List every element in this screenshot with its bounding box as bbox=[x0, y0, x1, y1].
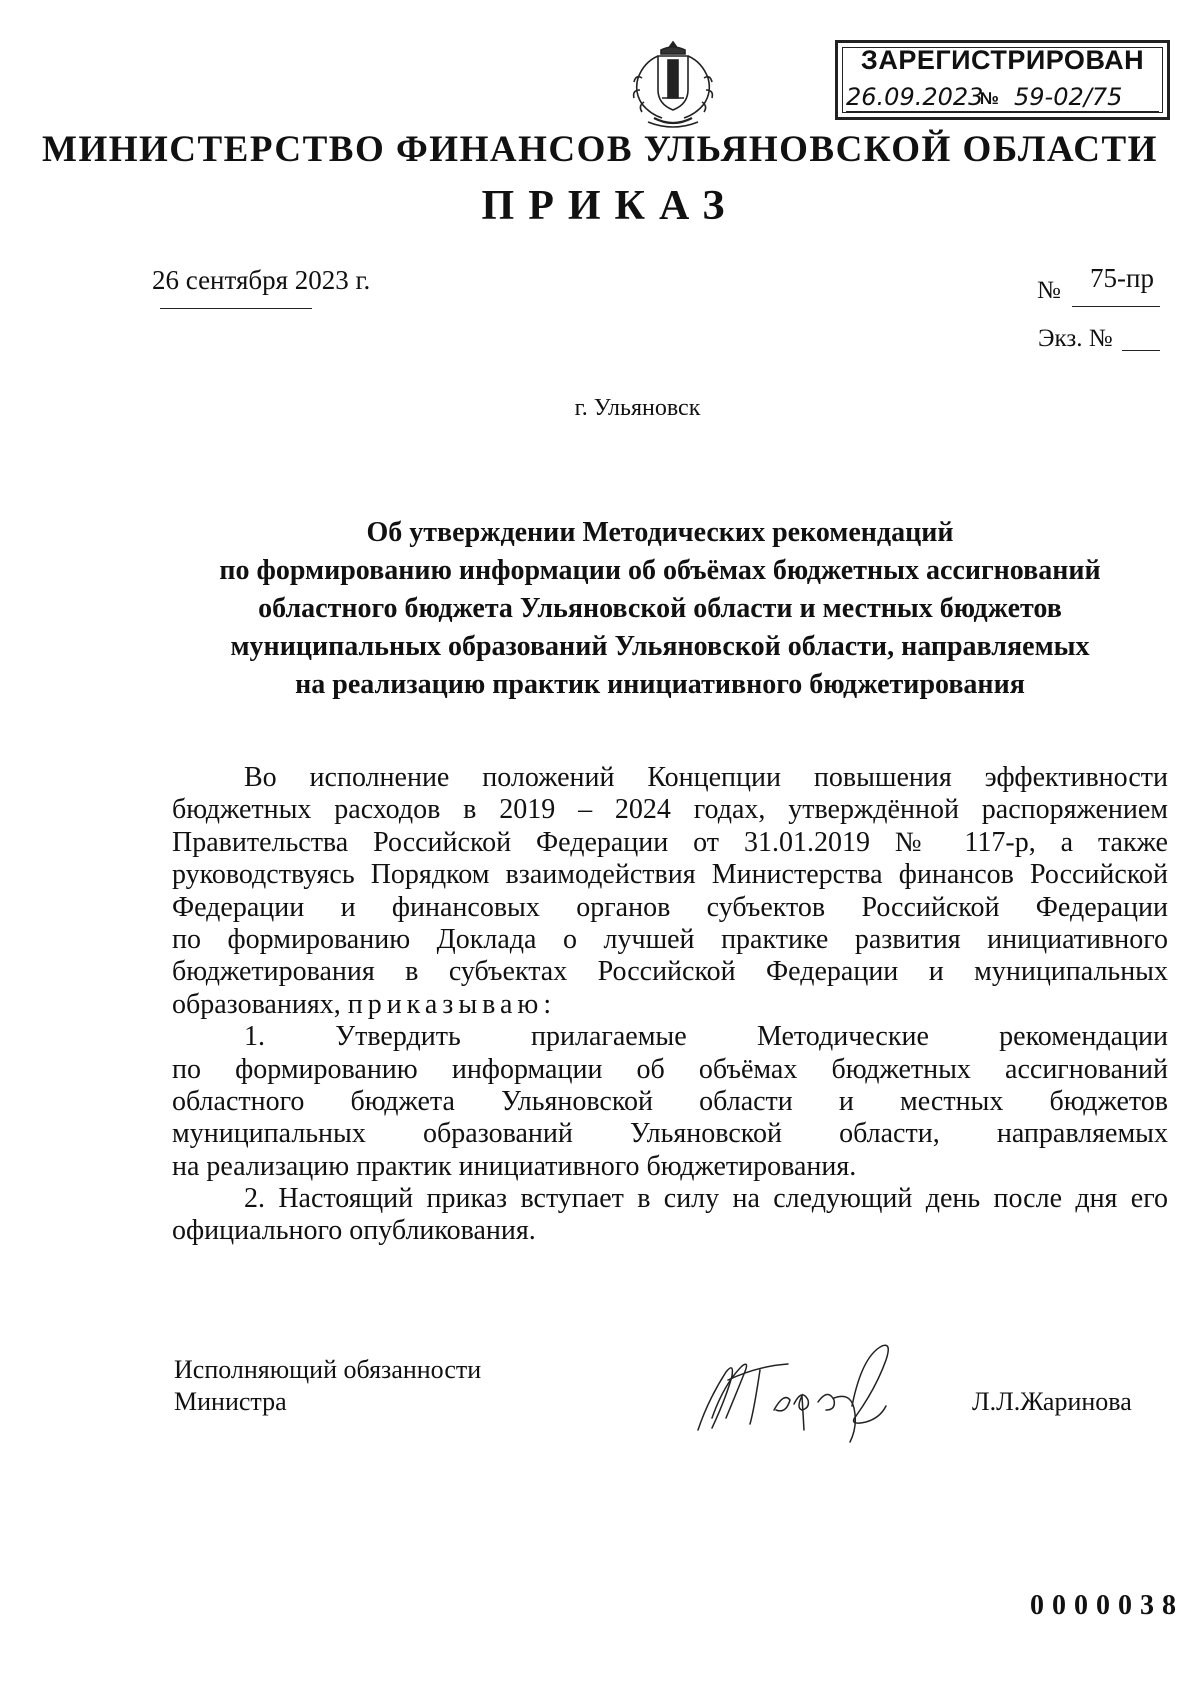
document-type-title: ПРИКАЗ bbox=[481, 183, 739, 229]
signatory-role-line: Министра bbox=[174, 1387, 287, 1416]
preamble-line: Правительства Российской Федерации от 31.01.2019 № 117-р, а также bbox=[172, 826, 1168, 858]
copy-number-label: Экз. № bbox=[1038, 325, 1113, 352]
city: г. Ульяновск bbox=[574, 395, 701, 421]
signatory-role-line: Исполняющий обязанности bbox=[174, 1355, 482, 1384]
ministry-name: МИНИСТЕРСТВО ФИНАНСОВ УЛЬЯНОВСКОЙ ОБЛАСТИ bbox=[42, 129, 1158, 170]
preamble-last-line bbox=[172, 989, 1168, 1021]
document-number: 75-пр bbox=[1090, 263, 1154, 293]
handwritten-signature bbox=[690, 1340, 930, 1450]
item-1-line: 1. Утвердить прилагаемые Методические рекомендации bbox=[244, 1021, 1168, 1053]
stamp-date: 26.09.2023 bbox=[846, 83, 984, 111]
document-subject bbox=[160, 514, 1160, 704]
subject-line: по формированию информации об объёмах бюджетных ассигнований bbox=[219, 555, 1101, 586]
registration-stamp bbox=[835, 40, 1170, 120]
stamp-title: ЗАРЕГИСТРИРОВАН bbox=[860, 45, 1145, 75]
item-2-line: официального опубликования. bbox=[172, 1215, 536, 1247]
number-underline bbox=[1072, 306, 1160, 307]
subject-line: муниципальных образований Ульяновской области, направляемых bbox=[230, 631, 1090, 662]
item-1-line: областного бюджета Ульяновской области и местных бюджетов bbox=[172, 1085, 1168, 1117]
item-1-line: муниципальных образований Ульяновской области, направляемых bbox=[172, 1118, 1168, 1150]
item-2-line: 2. Настоящий приказ вступает в силу на следующий день после дня его bbox=[244, 1183, 1168, 1215]
order-word: приказываю: bbox=[347, 988, 557, 1020]
preamble-line: по формированию Доклада о лучшей практике развития инициативного bbox=[172, 923, 1168, 955]
document-number-label: № bbox=[1037, 277, 1061, 304]
date-underline bbox=[160, 308, 312, 309]
preamble-last-text: образованиях, bbox=[172, 988, 341, 1020]
subject-line: Об утверждении Методических рекомендаций bbox=[366, 517, 954, 548]
stamp-number: 59-02/75 bbox=[1014, 83, 1123, 111]
signatory-name: Л.Л.Жаринова bbox=[972, 1387, 1132, 1416]
form-serial-number: 0000038 bbox=[1030, 1590, 1184, 1621]
subject-line: на реализацию практик инициативного бюджетирования bbox=[295, 669, 1025, 700]
stamp-underline bbox=[846, 111, 1159, 112]
preamble-line: Во исполнение положений Концепции повышения эффективности bbox=[244, 762, 1168, 793]
signatory-role bbox=[174, 1354, 481, 1418]
item-1-line: на реализацию практик инициативного бюджетирования. bbox=[172, 1150, 857, 1182]
stamp-number-label: № bbox=[980, 89, 999, 108]
coat-of-arms-emblem bbox=[628, 38, 718, 130]
document-date: 26 сентября 2023 г. bbox=[152, 265, 371, 295]
document-body bbox=[172, 762, 1168, 1248]
preamble-line: бюджетных расходов в 2019 – 2024 годах, утверждённой распоряжением bbox=[172, 794, 1168, 826]
copy-number-underline bbox=[1122, 350, 1160, 351]
subject-line: областного бюджета Ульяновской области и местных бюджетов bbox=[258, 593, 1062, 624]
item-1-line: по формированию информации об объёмах бюджетных ассигнований bbox=[172, 1053, 1168, 1085]
preamble-line: бюджетирования в субъектах Российской Федерации и муниципальных bbox=[172, 956, 1168, 988]
preamble-line: Федерации и финансовых органов субъектов Российской Федерации bbox=[172, 891, 1168, 923]
preamble-line: руководствуясь Порядком взаимодействия Министерства финансов Российской bbox=[172, 859, 1168, 891]
